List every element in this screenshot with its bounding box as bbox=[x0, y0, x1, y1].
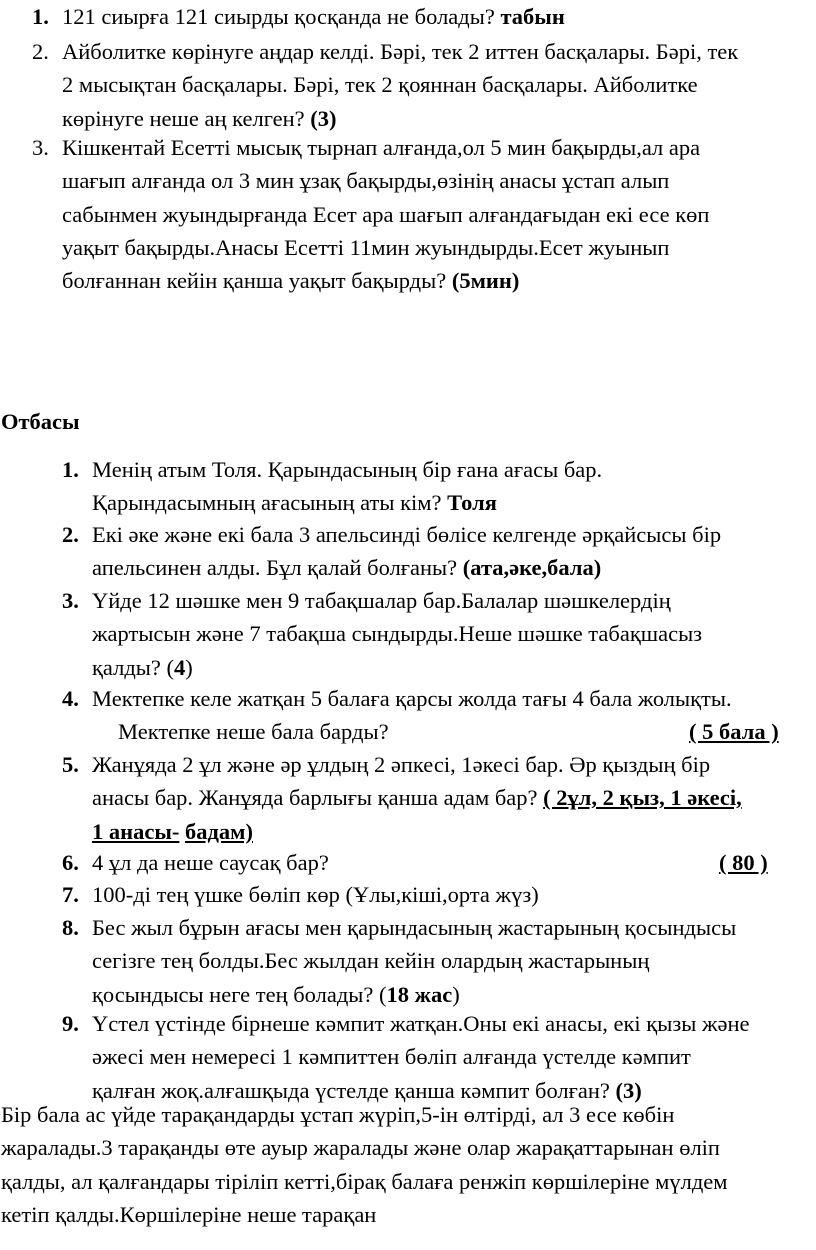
family-item-3-line-3: қалды? ( bbox=[92, 654, 175, 680]
family-item-1-line-2: Қарындасымның ағасының аты кім? bbox=[92, 490, 448, 516]
family-item-1 bbox=[62, 453, 603, 520]
family-item-5-answer-2: 1 анасы- bbox=[92, 818, 180, 844]
family-item-6-line-1: 4 ұл да неше саусақ бар? bbox=[92, 850, 329, 875]
family-item-1-number: 1. bbox=[62, 457, 79, 482]
family-item-3-close: ) bbox=[185, 654, 193, 680]
family-item-4-answer: ( 5 бала ) bbox=[689, 719, 779, 745]
family-item-3-line-2: жартысын және 7 табақша сындырды.Неше шәшке табақшасыз bbox=[92, 621, 703, 647]
family-item-4-line-2: Мектепке неше бала барды? bbox=[118, 719, 389, 745]
top-item-3-line-3: сабынмен жуындырғанда Есет ара шағып алғандағыдан екі есе көп bbox=[62, 201, 710, 227]
family-item-2-line-1: Екі әке және екі бала 3 апельсинді бөлісе келгенде әрқайсысы бір bbox=[92, 522, 722, 547]
family-item-5-line-1: Жанұяда 2 ұл және әр ұлдың 2 әпкесі, 1әкесі бар. Әр қыздың бір bbox=[92, 752, 711, 777]
family-item-3-number: 3. bbox=[62, 588, 79, 613]
family-item-4 bbox=[62, 682, 792, 749]
family-item-1-line-1: Менің атым Толя. Қарындасының бір ғана ағасы бар. bbox=[92, 457, 603, 482]
family-item-8-number: 8. bbox=[62, 915, 79, 940]
family-item-2-answer: (ата,әке,бала) bbox=[462, 555, 602, 581]
top-item-2 bbox=[32, 35, 739, 135]
family-item-4-number: 4. bbox=[62, 686, 79, 711]
family-item-9-number: 9. bbox=[62, 1011, 79, 1036]
top-item-3 bbox=[32, 131, 710, 297]
family-item-2-line-2: апельсинен алды. Бұл қалай болғаны? bbox=[92, 555, 463, 581]
section-heading: Отбасы bbox=[1, 409, 80, 434]
family-item-8-line-1: Бес жыл бұрын ағасы мен қарындасының жастарының қосындысы bbox=[92, 915, 737, 940]
family-item-9 bbox=[62, 1007, 750, 1107]
top-item-2-line-3: көрінуге неше аң келген? bbox=[62, 105, 311, 131]
family-item-6-answer: ( 80 ) bbox=[719, 850, 768, 875]
family-item-7-number: 7. bbox=[62, 882, 79, 907]
top-item-2-number: 2. bbox=[32, 39, 49, 64]
family-item-3-answer: 4 bbox=[174, 654, 186, 680]
family-item-2 bbox=[62, 518, 722, 585]
family-item-7 bbox=[62, 878, 539, 911]
closing-paragraph bbox=[1, 1098, 813, 1231]
family-item-5-number: 5. bbox=[62, 752, 79, 777]
family-item-9-line-1: Үстел үстінде бірнеше кәмпит жатқан.Оны екі анасы, екі қызы және bbox=[92, 1011, 750, 1036]
family-item-1-answer: Толя bbox=[447, 490, 497, 516]
family-item-5-answer-3: бадам) bbox=[185, 818, 253, 844]
family-item-2-number: 2. bbox=[62, 522, 79, 547]
top-item-3-number: 3. bbox=[32, 135, 49, 160]
family-item-5-line-2: анасы бар. Жанұяда барлығы қанша адам бар? bbox=[92, 785, 544, 811]
top-item-1-number: 1. bbox=[32, 4, 49, 29]
top-item-1 bbox=[32, 0, 565, 33]
family-item-9-line-3: қалған жоқ.алғашқыда үстелде қанша кәмпит болған? bbox=[92, 1077, 616, 1103]
top-item-3-answer: (5мин) bbox=[451, 268, 520, 294]
family-item-6 bbox=[62, 846, 792, 879]
family-item-8 bbox=[62, 911, 737, 1011]
family-item-9-answer: (3) bbox=[615, 1077, 642, 1103]
family-item-8-answer: 18 жас bbox=[386, 981, 453, 1007]
top-item-3-line-1: Кішкентай Есетті мысық тырнап алғанда,ол 5 мин бақырды,ал ара bbox=[62, 135, 701, 160]
family-item-9-line-2: әжесі мен немересі 1 кәмпиттен бөліп алғанда үстелде кәмпит bbox=[92, 1044, 691, 1070]
family-item-3 bbox=[62, 584, 703, 684]
family-item-5-answer-1: ( 2ұл, 2 қыз, 1 әкесі, bbox=[543, 785, 742, 811]
top-item-1-answer: табын bbox=[500, 4, 565, 29]
family-item-8-line-3: қосындысы неге тең болады? ( bbox=[92, 981, 387, 1007]
family-item-5 bbox=[62, 748, 742, 848]
family-item-7-line-1: 100-ді тең үшке бөліп көр (Ұлы,кіші,орта жүз) bbox=[92, 882, 539, 907]
family-item-8-line-2: сегізге тең болды.Бес жылдан кейін олардың жастарының bbox=[92, 948, 650, 974]
paragraph-line-4: кетіп қалды.Көршілеріне неше тарақан bbox=[1, 1201, 377, 1227]
top-item-2-line-1: Айболитке көрінуге аңдар келді. Бәрі, тек 2 иттен басқалары. Бәрі, тек bbox=[62, 39, 739, 64]
top-item-2-answer: (3) bbox=[310, 105, 337, 131]
paragraph-line-3: қалды, ал қалғандары тіріліп кетті,бірақ балаға ренжіп көршілеріне мүлдем bbox=[1, 1168, 728, 1194]
family-item-8-close: ) bbox=[452, 981, 460, 1007]
top-item-2-line-2: 2 мысықтан басқалары. Бәрі, тек 2 қояннан басқалары. Айболитке bbox=[62, 72, 698, 98]
top-item-3-line-2: шағып алғанда ол 3 мин ұзақ бақырды,өзінің анасы ұстап алып bbox=[62, 168, 670, 194]
top-item-1-question: 121 сиырға 121 сиырды қосқанда не болады? bbox=[62, 4, 501, 29]
family-item-6-number: 6. bbox=[62, 850, 79, 875]
family-item-4-line-1: Мектепке келе жатқан 5 балаға қарсы жолда тағы 4 бала жолықты. bbox=[92, 686, 732, 711]
top-item-3-line-4: уақыт бақырды.Анасы Есетті 11мин жуындырды.Есет жуынып bbox=[62, 234, 670, 260]
paragraph-line-1: Бір бала ас үйде тарақандарды ұстап жүріп,5-ін өлтірді, ал 3 есе көбін bbox=[1, 1102, 675, 1127]
top-item-3-line-5: болғаннан кейін қанша уақыт бақырды? bbox=[62, 268, 452, 294]
paragraph-line-2: жаралады.3 тарақанды өте ауыр жаралады және олар жарақаттарынан өліп bbox=[1, 1135, 720, 1161]
family-item-3-line-1: Үйде 12 шәшке мен 9 табақшалар бар.Балалар шәшкелердің bbox=[92, 588, 671, 613]
